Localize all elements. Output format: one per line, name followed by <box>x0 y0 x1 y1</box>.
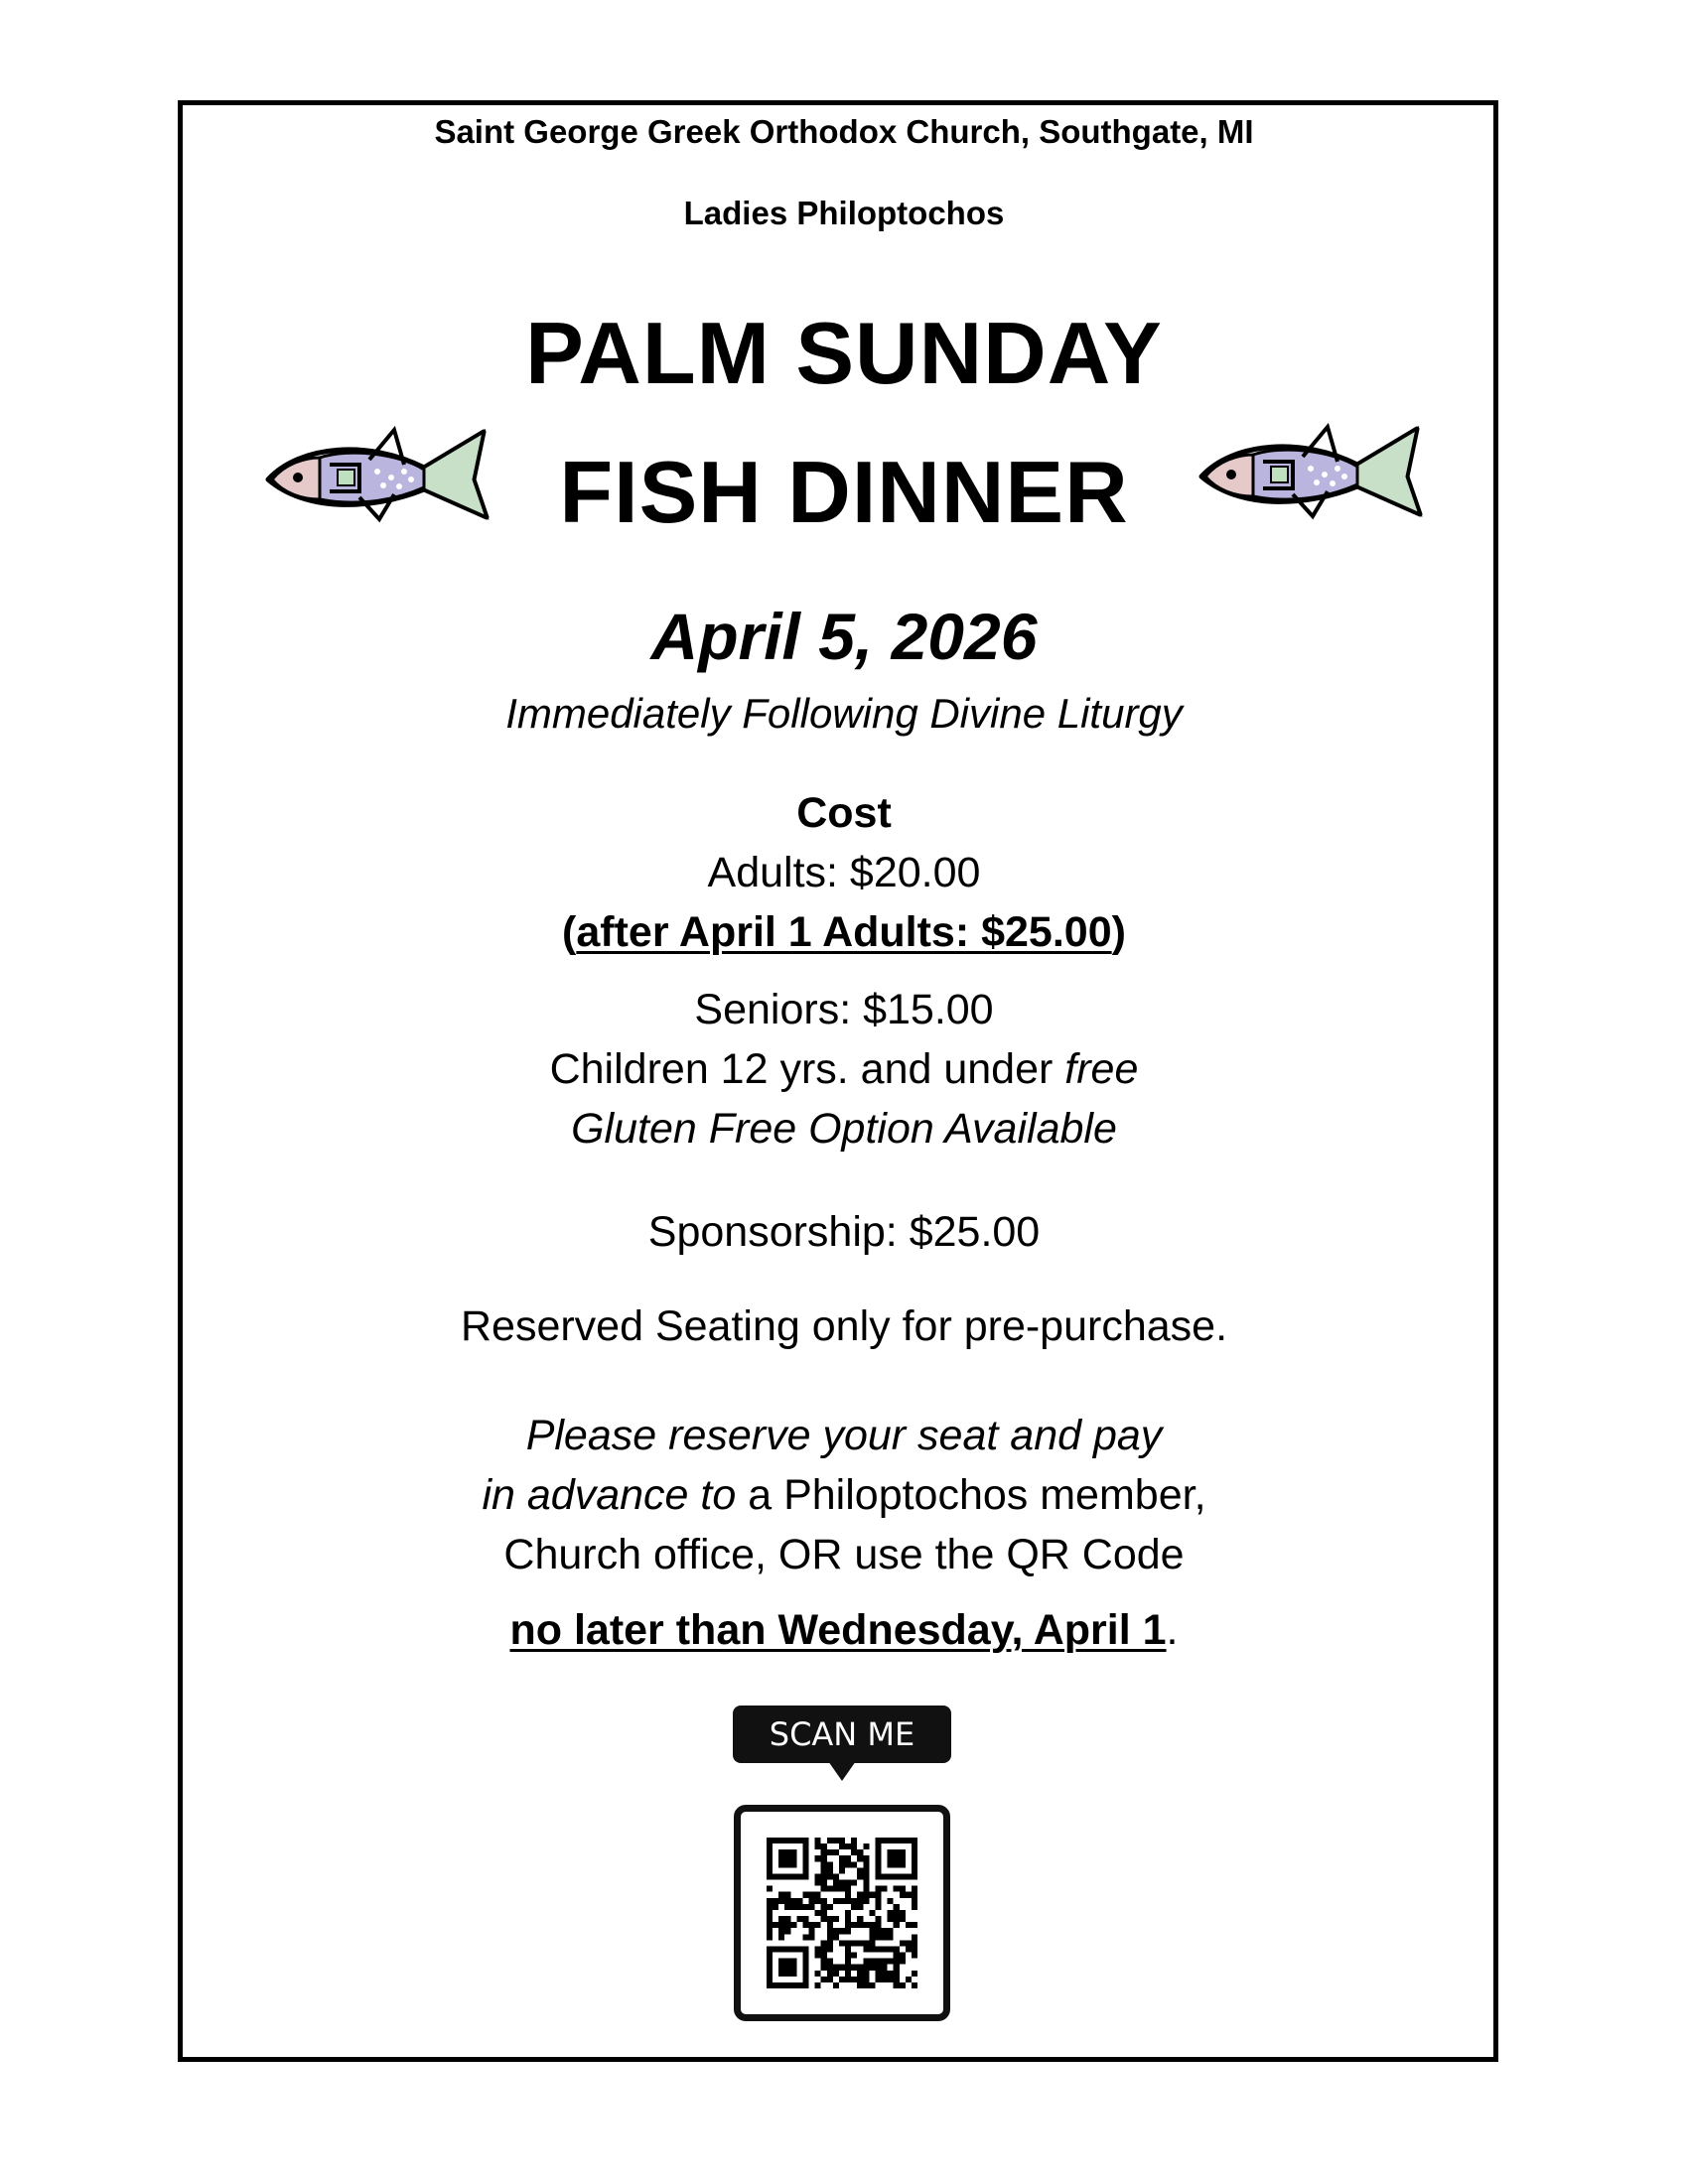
title-line-1: PALM SUNDAY <box>525 304 1163 402</box>
scan-me-label: SCAN ME <box>733 1706 951 1763</box>
reserve-line-2-italic: in advance to <box>482 1471 737 1519</box>
fish-icon <box>1194 417 1432 526</box>
reserve-line-2 <box>0 1471 1688 1520</box>
church-name: Saint George Greek Orthodox Church, Southgate, MI <box>434 113 1254 150</box>
title-line-2: FISH DINNER <box>559 443 1129 541</box>
late-adult-price-text: after April 1 Adults: $25.00 <box>576 908 1112 956</box>
sponsorship-price: Sponsorship: $25.00 <box>647 1208 1041 1256</box>
reserve-line-3: Church office, OR use the QR Code <box>503 1531 1185 1578</box>
event-timing: Immediately Following Divine Liturgy <box>505 690 1183 737</box>
cost-heading: Cost <box>796 789 892 837</box>
deadline-period: . <box>1166 1606 1179 1654</box>
deadline-text: no later than Wednesday, April 1 <box>509 1606 1167 1654</box>
children-free: free <box>1064 1045 1139 1093</box>
group-name: Ladies Philoptochos <box>683 195 1005 231</box>
qr-code-icon <box>767 1838 917 1988</box>
senior-price: Seniors: $15.00 <box>694 986 994 1033</box>
adult-price: Adults: $20.00 <box>707 849 981 896</box>
deadline <box>0 1606 1688 1655</box>
qr-code[interactable] <box>734 1805 950 2021</box>
reserve-line-2-rest: a Philoptochos member, <box>736 1471 1206 1519</box>
paren-open: ( <box>562 908 577 956</box>
fish-icon <box>260 420 498 529</box>
children-price <box>0 1045 1688 1094</box>
event-date: April 5, 2026 <box>650 600 1038 673</box>
seating-note: Reserved Seating only for pre-purchase. <box>460 1302 1228 1350</box>
children-label: Children 12 yrs. and under <box>549 1045 1065 1093</box>
late-adult-price <box>0 908 1688 957</box>
gluten-free-note: Gluten Free Option Available <box>571 1105 1117 1153</box>
paren-close: ) <box>1111 908 1126 956</box>
reserve-line-1: Please reserve your seat and pay <box>525 1412 1163 1459</box>
